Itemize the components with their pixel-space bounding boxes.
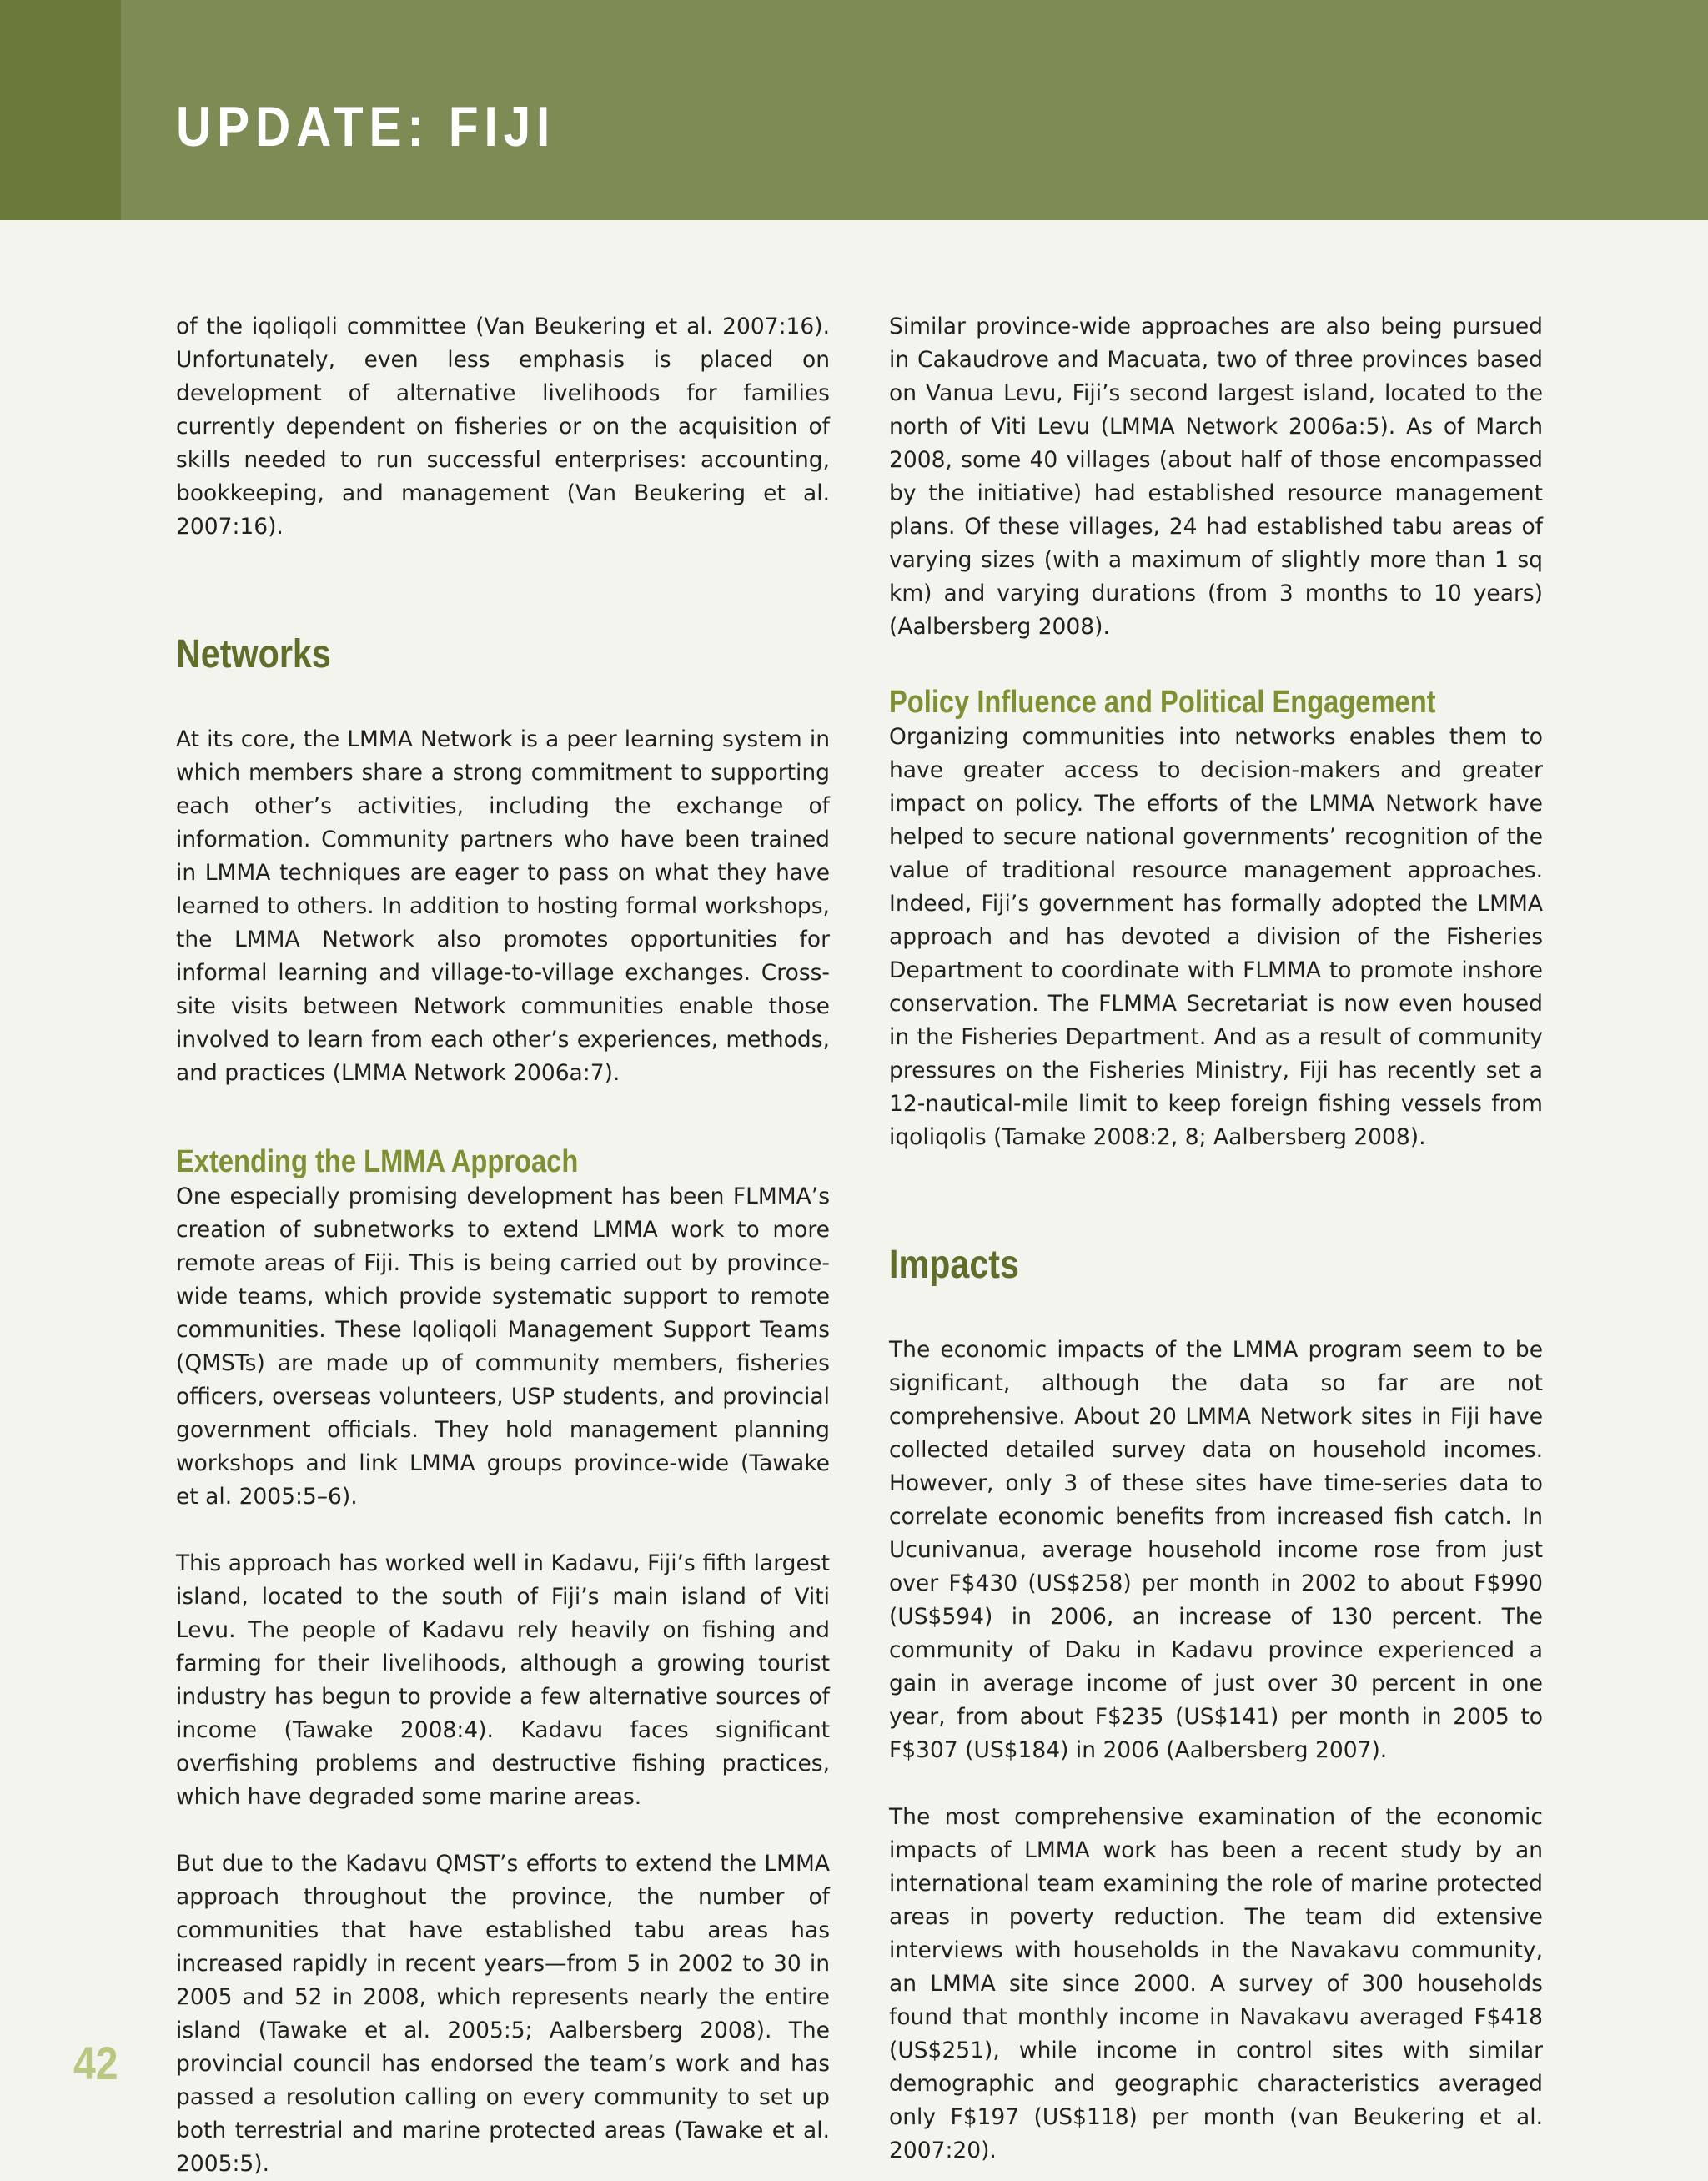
page-header: [0, 0, 1708, 220]
paragraph-comprehensive-study: The most comprehensive examination of the economic impacts of LMMA work has been a recent study by an international team examining the role of marine protected areas in poverty reduction. The team did extensive interviews with households in the Navakavu community, an LMMA site since 2000. A survey of 300 households found that monthly income in Navakavu averaged F$418 (US$251), while income in control sites with similar demographic and geographic characteristics averaged only F$197 (US$118) per month (van Beukering et al. 2007:20).: [889, 1804, 1543, 2163]
page-title: UPDATE: FIJI: [176, 95, 556, 158]
heading-networks: Networks: [176, 632, 331, 676]
heading-policy-influence: Policy Influence and Political Engagement: [889, 685, 1436, 720]
heading-extending-lmma: Extending the LMMA Approach: [176, 1144, 579, 1179]
paragraph-iqoliqoli-committee: of the iqoliqoli committee (Van Beukering et al. 2007:16). Unfortunately, even less emphasis is placed on development of alternative livelihoods for families currently dependent on fisheries or on the acquisition of skills needed to run successful enterprises: accounting, bookkeeping, and management (Van Beukering et al. 2007:16).: [176, 314, 830, 540]
paragraph-subnetworks: One especially promising development has been FLMMA’s creation of subnetworks to extend LMMA work to more remote areas of Fiji. This is being carried out by province-wide teams, which provide systematic support to remote communities. These Iqoliqoli Management Support Teams (QMSTs) are made up of community members, fisheries officers, overseas volunteers, USP students, and provincial government officials. They hold management planning workshops and link LMMA groups province-wide (Tawake et al. 2005:5–6).: [176, 1183, 830, 1510]
heading-impacts: Impacts: [889, 1243, 1020, 1287]
paragraph-kadavu-qmst: But due to the Kadavu QMST’s efforts to extend the LMMA approach throughout the province, the number of communities that have established tabu areas has increased rapidly in recent years—from 5 in 2002 to 30 in 2005 and 52 in 2008, which represents nearly the entire island (Tawake et al. 2005:5; Aalbersberg 2008). The provincial council has endorsed the team’s work and has passed a resolution calling on every community to set up both terrestrial and marine protected areas (Tawake et al. 2005:5).: [176, 1851, 830, 2177]
paragraph-networks: At its core, the LMMA Network is a peer learning system in which members share a strong commitment to supporting each other’s activities, including the exchange of information. Community partners who have been trained in LMMA techniques are eager to pass on what they have learned to others. In addition to hosting formal workshops, the LMMA Network also promotes opportunities for informal learning and village-to-village exchanges. Cross-site visits between Network communities enable those involved to learn from each other’s experiences, methods, and practices (LMMA Network 2006a:7).: [176, 726, 830, 1086]
page-number: 42: [73, 2037, 118, 2089]
header-accent-tab: [0, 0, 121, 220]
paragraph-province-wide: Similar province-wide approaches are also being pursued in Cakaudrove and Macuata, two of three provinces based on Vanua Levu, Fiji’s second largest island, located to the north of Viti Levu (LMMA Network 2006a:5). As of March 2008, some 40 villages (about half of those encompassed by the initiative) had established resource management plans. Of these villages, 24 had established tabu areas of varying sizes (with a maximum of slightly more than 1 sq km) and varying durations (from 3 months to 10 years) (Aalbersberg 2008).: [889, 314, 1543, 640]
paragraph-policy: Organizing communities into networks enables them to have greater access to decision-makers and greater impact on policy. The efforts of the LMMA Network have helped to secure national governments’ recognition of the value of traditional resource management approaches. Indeed, Fiji’s government has formally adopted the LMMA approach and has devoted a division of the Fisheries Department to coordinate with FLMMA to promote inshore conservation. The FLMMA Secretariat is now even housed in the Fisheries Department. And as a result of community pressures on the Fisheries Ministry, Fiji has recently set a 12-nautical-mile limit to keep foreign fishing vessels from iqoliqolis (Tamake 2008:2, 8; Aalbersberg 2008).: [889, 724, 1543, 1150]
right-column: [889, 310, 1543, 2168]
paragraph-kadavu: This approach has worked well in Kadavu, Fiji’s fifth largest island, located to the south of Fiji’s main island of Viti Levu. The people of Kadavu rely heavily on fishing and farming for their livelihoods, although a growing tourist industry has begun to provide a few alternative sources of income (Tawake 2008:4). Kadavu faces significant overfishing problems and destructive fishing practices, which have degraded some marine areas.: [176, 1550, 830, 1810]
left-column: [176, 310, 830, 2181]
paragraph-economic-impacts: The economic impacts of the LMMA program seem to be significant, although the data so far are not comprehensive. About 20 LMMA Network sites in Fiji have collected detailed survey data on household incomes. However, only 3 of these sites have time-series data to correlate economic benefits from increased fish catch. In Ucunivanua, average household income rose from just over F$430 (US$258) per month in 2002 to about F$990 (US$594) in 2006, an increase of 130 percent. The community of Daku in Kadavu province experienced a gain in average income of just over 30 percent in one year, from about F$235 (US$141) per month in 2005 to F$307 (US$184) in 2006 (Aalbersberg 2007).: [889, 1337, 1543, 1763]
